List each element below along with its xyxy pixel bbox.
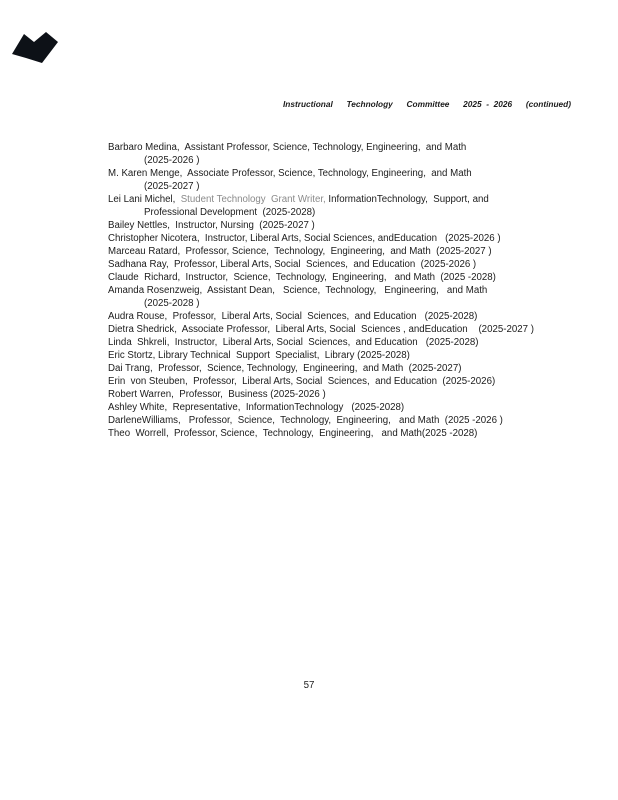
member-line-continuation xyxy=(108,154,598,167)
member-line-continuation xyxy=(108,206,598,219)
member-line-continuation xyxy=(108,297,598,310)
header-year-range: 2025 - 2026 xyxy=(463,99,513,109)
member-text: Ashley White, Representative, InformationTechnology (2025-2028) xyxy=(108,402,405,413)
header-word: Instructional xyxy=(283,99,333,109)
member-text: Marceau Ratard, Professor, Science, Technology, Engineering, and Math (2025-2027 ) xyxy=(108,246,492,257)
committee-member-line xyxy=(108,388,598,401)
member-text: Linda Shkreli, Instructor, Liberal Arts, Social Sciences, and Education (2025-2028) xyxy=(108,337,479,348)
committee-member-line xyxy=(108,310,598,323)
committee-member-line xyxy=(108,284,598,297)
committee-member-line xyxy=(108,245,598,258)
scan-artifact-mark xyxy=(12,30,58,63)
committee-member-line xyxy=(108,427,598,440)
committee-member-line xyxy=(108,362,598,375)
member-text: M. Karen Menge, Associate Professor, Science, Technology, Engineering, and Math xyxy=(108,168,472,179)
member-text: Amanda Rosenzweig, Assistant Dean, Science, Technology, Engineering, and Math xyxy=(108,285,488,296)
member-text: Dai Trang, Professor, Science, Technology, Engineering, and Math (2025-2027) xyxy=(108,363,462,374)
header-continued-label: (continued) xyxy=(525,99,571,109)
header-word: Committee xyxy=(406,99,450,109)
committee-member-list xyxy=(108,141,598,440)
member-text: InformationTechnology, Support, and xyxy=(325,194,489,205)
committee-member-line xyxy=(108,232,598,245)
committee-member-line xyxy=(108,167,598,180)
member-text: Eric Stortz, Library Technical Support Specialist, Library (2025-2028) xyxy=(108,350,410,361)
member-text: Erin von Steuben, Professor, Liberal Arts, Social Sciences, and Education (2025-2026) xyxy=(108,376,496,387)
header-word: Technology xyxy=(346,99,393,109)
committee-member-line xyxy=(108,193,598,206)
committee-member-line xyxy=(108,219,598,232)
committee-member-line xyxy=(108,258,598,271)
member-text: Claude Richard, Instructor, Science, Technology, Engineering, and Math (2025 -2028) xyxy=(108,272,496,283)
member-text: Barbaro Medina, Assistant Professor, Science, Technology, Engineering, and Math xyxy=(108,142,467,153)
member-text: (2025-2027 ) xyxy=(144,181,200,192)
page-number: 57 xyxy=(303,680,315,691)
committee-member-line xyxy=(108,323,598,336)
member-text: Sadhana Ray, Professor, Liberal Arts, Social Sciences, and Education (2025-2026 ) xyxy=(108,259,477,270)
member-text: DarleneWilliams, Professor, Science, Technology, Engineering, and Math (2025 -2026 ) xyxy=(108,415,503,426)
committee-member-line xyxy=(108,401,598,414)
member-text: Bailey Nettles, Instructor, Nursing (2025-2027 ) xyxy=(108,220,315,231)
page-header xyxy=(283,99,571,110)
committee-member-line xyxy=(108,414,598,427)
member-text: Theo Worrell, Professor, Science, Technology, Engineering, and Math(2025 -2028) xyxy=(108,428,478,439)
member-line-continuation xyxy=(108,180,598,193)
committee-member-line xyxy=(108,336,598,349)
committee-member-line xyxy=(108,349,598,362)
member-role-muted-text: Student Technology Grant Writer, xyxy=(180,194,326,205)
member-text: Robert Warren, Professor, Business (2025-2026 ) xyxy=(108,389,326,400)
member-text: Audra Rouse, Professor, Liberal Arts, Social Sciences, and Education (2025-2028) xyxy=(108,311,478,322)
member-text: Professional Development (2025-2028) xyxy=(144,207,316,218)
member-text: Lei Lani Michel, xyxy=(108,194,181,205)
committee-member-line xyxy=(108,375,598,388)
member-text: Dietra Shedrick, Associate Professor, Liberal Arts, Social Sciences , andEducation (2025-2027 ) xyxy=(108,324,534,335)
member-text: (2025-2026 ) xyxy=(144,155,200,166)
member-text: (2025-2028 ) xyxy=(144,298,200,309)
committee-member-line xyxy=(108,271,598,284)
member-text: Christopher Nicotera, Instructor, Liberal Arts, Social Sciences, andEducation (2025-2026 ) xyxy=(108,233,501,244)
committee-member-line xyxy=(108,141,598,154)
